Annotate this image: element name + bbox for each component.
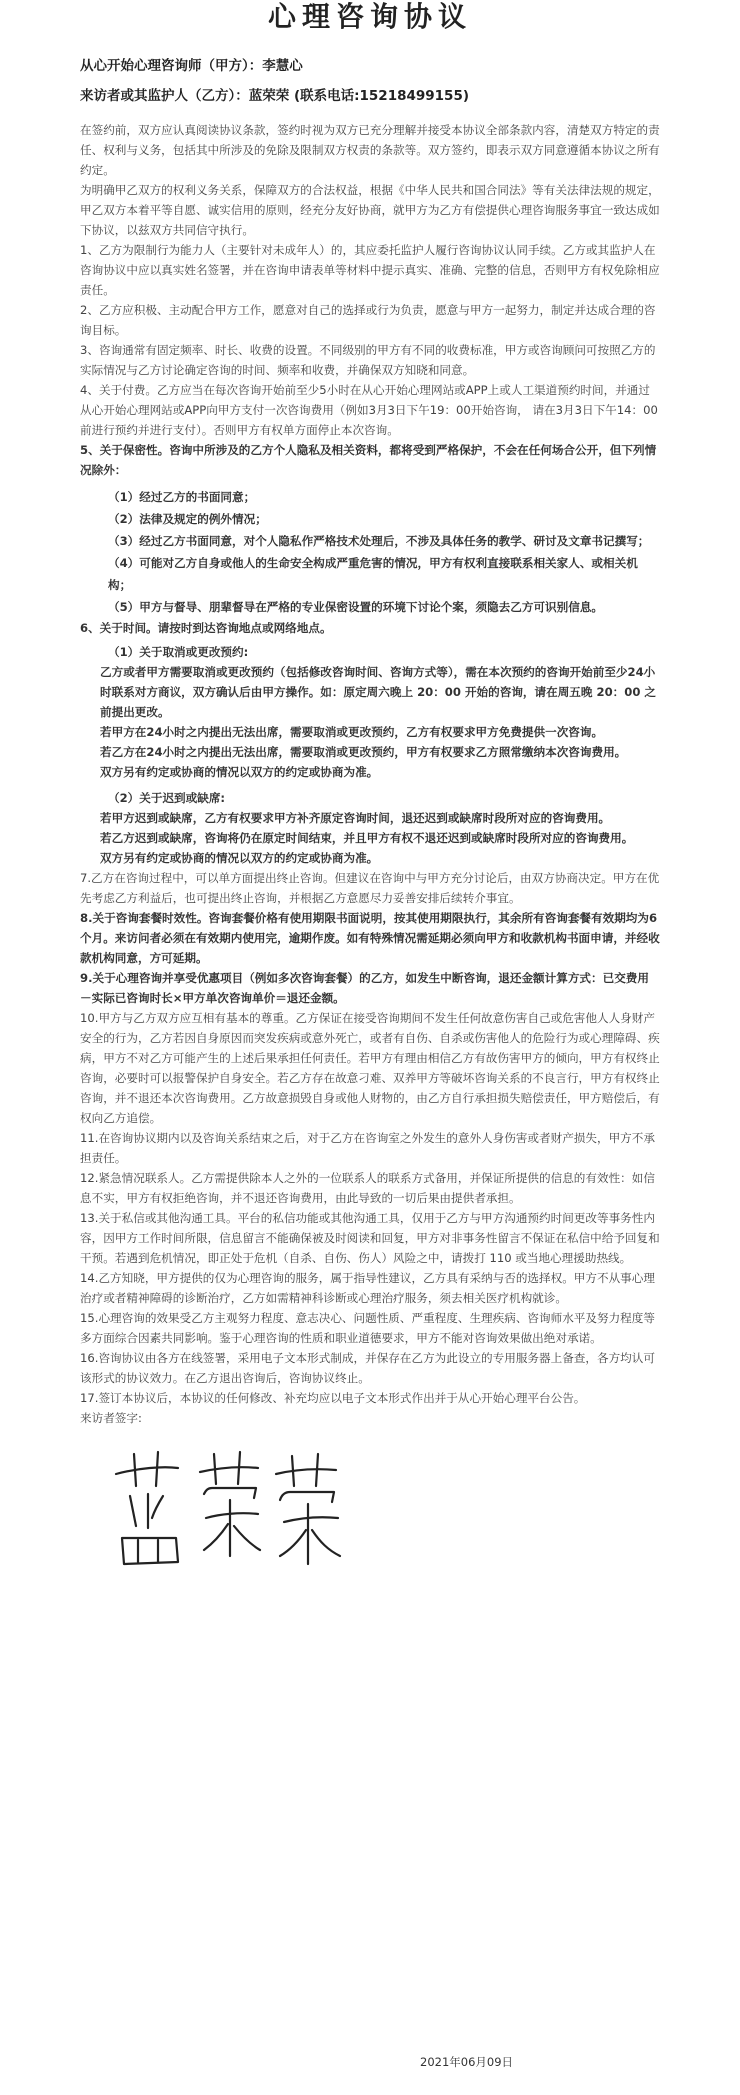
signing-date: 2021年06月09日	[420, 2055, 514, 2069]
clause-11: 11.在咨询协议期内以及咨询关系结束之后，对于乙方在咨询室之外发生的意外人身伤害或者财产损失，甲方不承担责任。	[80, 1131, 655, 1165]
clause-5-item: （2）法律及规定的例外情况；	[108, 512, 267, 526]
clause-6-sub-1-line: 若甲方在24小时之内提出无法出席，需要取消或更改预约，乙方有权要求甲方免费提供一次咨询。	[100, 725, 604, 739]
clause-9: 9.关于心理咨询并享受优惠项目（例如多次咨询套餐）的乙方，如发生中断咨询，退还金额计算方式：已交费用－实际已咨询时长×甲方单次咨询单价＝退还金额。	[80, 971, 649, 1005]
clause-6-sub-2-heading: （2）关于迟到或缺席:	[108, 791, 226, 805]
clause-6-sub-2-line: 双方另有约定或协商的情况以双方的约定或协商为准。	[100, 851, 379, 865]
clause-10: 10.甲方与乙方双方应互相有基本的尊重。乙方保证在接受咨询期间不发生任何故意伤害自己或危害他人人身财产安全的行为，乙方若因自身原因而突发疾病或意外死亡，或者有自伤、自杀或伤害他人的危险行为或心理障碍、疾病，甲方不对乙方可能产生的上述后果承担任何责任。若甲方有理由相信乙方有故伤害甲方的倾向，甲方有权终止咨询，必要时可以报警保护自身安全。若乙方存在故意刁难、双养甲方等破坏咨询关系的不良言行，甲方有权终止咨询，并不退还本次咨询费用。乙方故意损毁自身或他人财物的，由乙方自行承担损失赔偿责任，甲方赔偿后，有权向乙方追偿。	[80, 1011, 660, 1125]
intro-paragraph-2: 为明确甲乙双方的权利义务关系，保障双方的合法权益，根据《中华人民共和国合同法》等有关法律法规的规定，甲乙双方本着平等自愿、诚实信用的原则，经充分友好协商，就甲方为乙方有偿提供心理咨询服务事宜一致达成如下协议，以兹双方共同信守执行。	[80, 183, 660, 237]
clause-7: 7.乙方在咨询过程中，可以单方面提出终止咨询。但建议在咨询中与甲方充分讨论后，由双方协商决定。甲方在优先考虑乙方利益后，也可提出终止咨询，并根据乙方意愿尽力妥善安排后续转介事宜。	[80, 871, 660, 905]
clause-5-item: （5）甲方与督导、朋辈督导在严格的专业保密设置的环境下讨论个案，须隐去乙方可识别信息。	[108, 600, 604, 614]
clause-6-sub-2-line: 若甲方迟到或缺席，乙方有权要求甲方补齐原定咨询时间，退还迟到或缺席时段所对应的咨询费用。	[100, 811, 611, 825]
clause-5-item: （4）可能对乙方自身或他人的生命安全构成严重危害的情况，甲方有权利直接联系相关家人、或相关机构；	[108, 556, 638, 592]
clause-1: 1、乙方为限制行为能力人（主要针对未成年人）的，其应委托监护人履行咨询协议认同手续。乙方或其监护人在咨询协议中应以真实姓名签署，并在咨询申请表单等材料中提示真实、准确、完整的信息，否则甲方有权免除相应责任。	[80, 243, 660, 297]
clause-14: 14.乙方知晓，甲方提供的仅为心理咨询的服务，属于指导性建议，乙方具有采纳与否的选择权。甲方不从事心理治疗或者精神障碍的诊断治疗，乙方如需精神科诊断或心理治疗服务，须去相关医疗机构就诊。	[80, 1271, 655, 1305]
clause-8: 8.关于咨询套餐时效性。咨询套餐价格有使用期限书面说明，按其使用期限执行，其余所有咨询套餐有效期均为6个月。来访问者必须在有效期内使用完，逾期作废。如有特殊情况需延期必须向甲方和收款机构书面申请，并经收款机构同意，方可延期。	[80, 911, 660, 965]
clause-16: 16.咨询协议由各方在线签署，采用电子文本形式制成，并保存在乙方为此设立的专用服务器上备查，各方均认可该形式的协议效力。在乙方退出咨询后，咨询协议终止。	[80, 1351, 655, 1385]
clause-6: 6、关于时间。请按时到达咨询地点或网络地点。	[80, 621, 332, 635]
party-b: 来访者或其监护人（乙方）：蓝荣荣 (联系电话:15218499155)	[80, 88, 470, 104]
clause-6-sub-1-heading: （1）关于取消或更改预约:	[108, 645, 249, 659]
signature-label: 来访者签字:	[80, 1411, 142, 1425]
clause-17: 17.签订本协议后，本协议的任何修改、补充均应以电子文本形式作出并于从心开始心理平台公告。	[80, 1391, 586, 1405]
clause-6-sub-1-line: 若乙方在24小时之内提出无法出席，需要取消或更改预约，甲方有权要求乙方照常缴纳本次咨询费用。	[100, 745, 627, 759]
clause-13: 13.关于私信或其他沟通工具。平台的私信功能或其他沟通工具，仅用于乙方与甲方沟通预约时间更改等事务性内容，因甲方工作时间所限，信息留言不能确保被及时阅读和回复，甲方对非事务性留言不保证在私信中给予回复和干预。若遇到危机情况，即正处于危机（自杀、自伤、伤人）风险之中，请拨打 110 或当地心理援助热线。	[80, 1211, 660, 1265]
page-title: 心理咨询协议	[267, 0, 472, 33]
clause-15: 15.心理咨询的效果受乙方主观努力程度、意志决心、问题性质、严重程度、生理疾病、咨询师水平及努力程度等多方面综合因素共同影响。鉴于心理咨询的性质和职业道德要求，甲方不能对咨询效果做出绝对承诺。	[80, 1311, 655, 1345]
clause-6-sub-1-line: 乙方或者甲方需要取消或更改预约（包括修改咨询时间、咨询方式等），需在本次预约的咨询开始前至少24小时联系对方商议，双方确认后由甲方操作。如：原定周六晚上 20：00 开始的咨询，请在周五晚 20：00 之前提出更改。	[100, 665, 657, 719]
clause-5: 5、关于保密性。咨询中所涉及的乙方个人隐私及相关资料，都将受到严格保护，不会在任何场合公开，但下列情况除外：	[80, 443, 657, 477]
clause-5-item: （1）经过乙方的书面同意；	[108, 490, 256, 504]
clause-12: 12.紧急情况联系人。乙方需提供除本人之外的一位联系人的联系方式备用，并保证所提供的信息的有效性：如信息不实，甲方有权拒绝咨询，并不退还咨询费用，由此导致的一切后果由提供者承担。	[80, 1171, 655, 1205]
intro-paragraph-1: 在签约前，双方应认真阅读协议条款，签约时视为双方已充分理解并接受本协议全部条款内容，清楚双方特定的责任、权利与义务，包括其中所涉及的免除及限制双方权责的条款等。双方签约，即表示双方同意遵循本协议之所有约定。	[80, 123, 660, 177]
clause-6-sub-2-line: 若乙方迟到或缺席，咨询将仍在原定时间结束，并且甲方有权不退还迟到或缺席时段所对应的咨询费用。	[100, 831, 634, 845]
clause-3: 3、咨询通常有固定频率、时长、收费的设置。不同级别的甲方有不同的收费标准，甲方或咨询顾问可按照乙方的实际情况与乙方讨论确定咨询的时间、频率和收费，并确保双方知晓和同意。	[80, 343, 656, 377]
clause-6-sub-1-line: 双方另有约定或协商的情况以双方的约定或协商为准。	[100, 765, 379, 779]
clause-2: 2、乙方应积极、主动配合甲方工作，愿意对自己的选择或行为负责，愿意与甲方一起努力，制定并达成合理的咨询目标。	[80, 303, 656, 337]
party-a: 从心开始心理咨询师（甲方）：李慧心	[80, 58, 303, 74]
handwritten-signature	[108, 1446, 348, 1576]
clause-5-item: （3）经过乙方书面同意，对个人隐私作严格技术处理后，不涉及具体任务的教学、研讨及文章书记撰写；	[108, 534, 650, 548]
clause-4: 4、关于付费。乙方应当在每次咨询开始前至少5小时在从心开始心理网站或APP上或人工渠道预约时间，并通过从心开始心理网站或APP向甲方支付一次咨询费用（例如3月3日下午19：00开始咨询， 请在3月3日下午14：00前进行预约并进行支付）。否则甲方有权单方面停止本次咨询。	[80, 383, 658, 437]
